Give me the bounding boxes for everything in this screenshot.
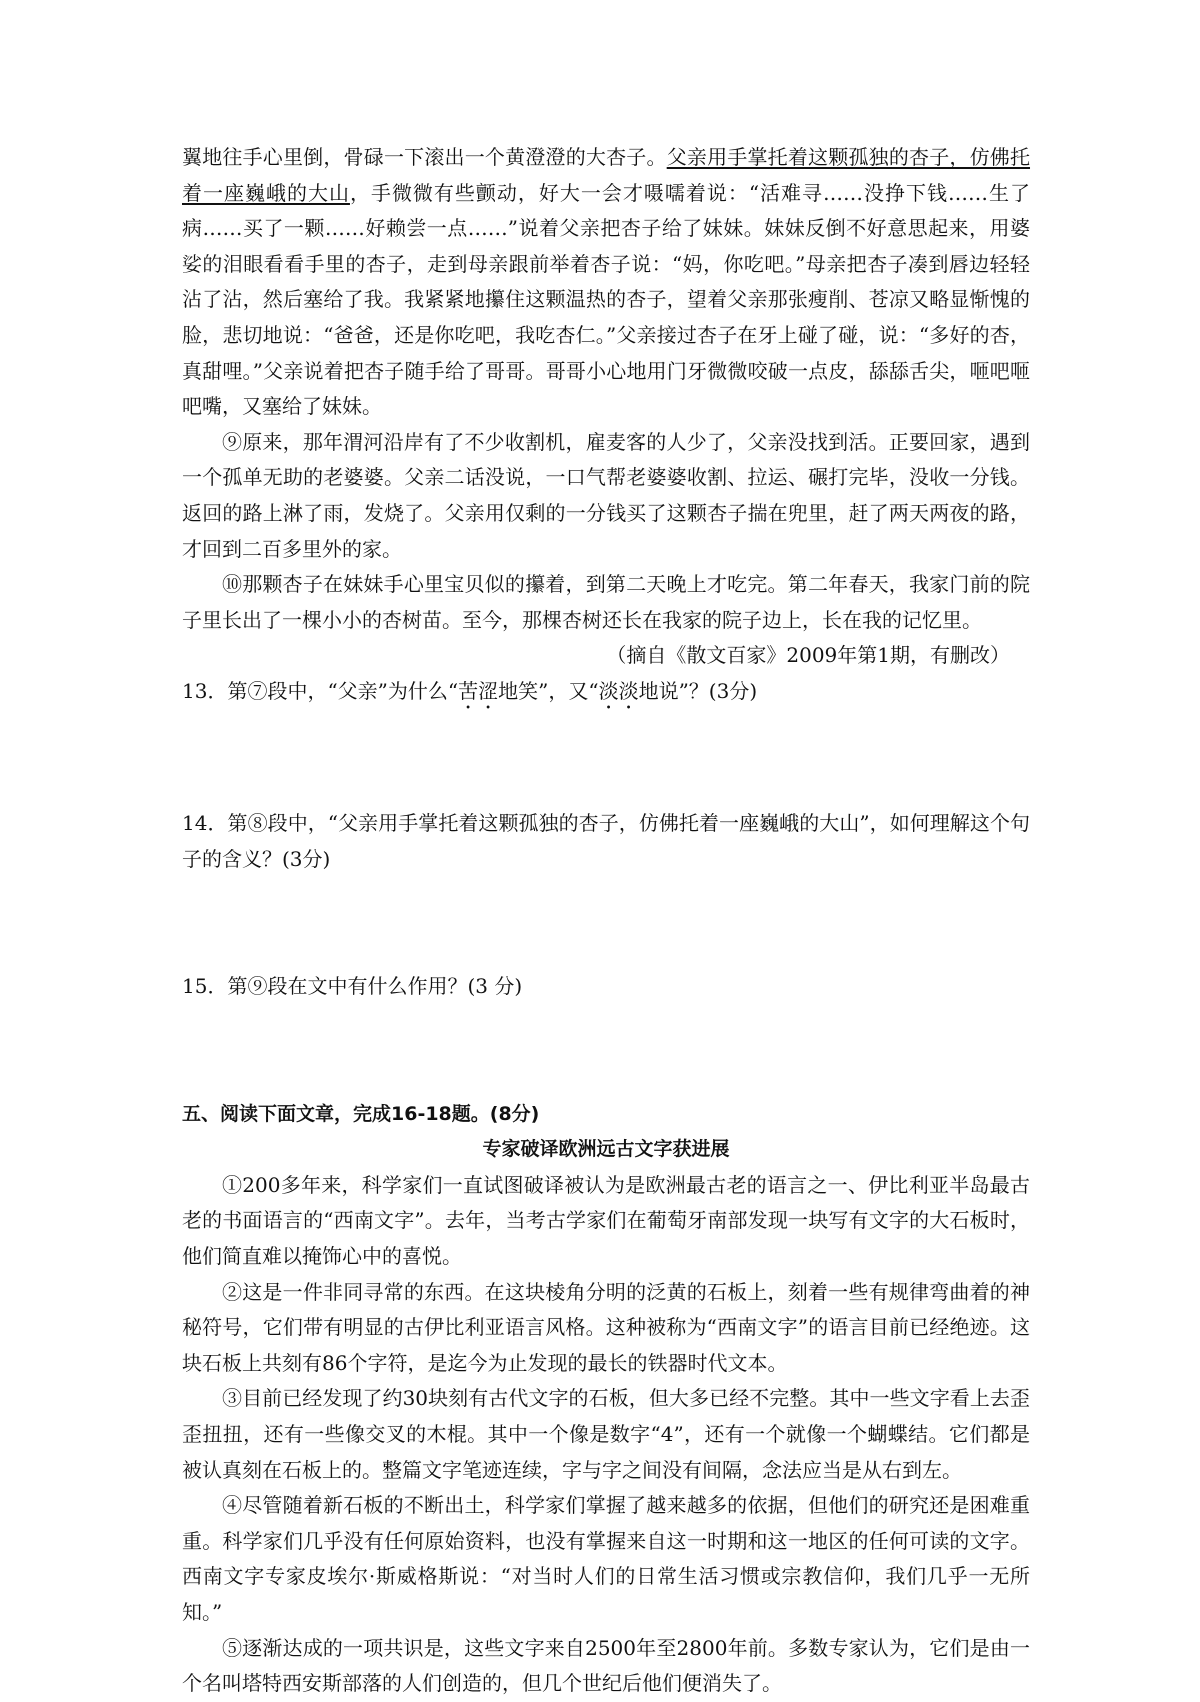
source-citation: （摘自《散文百家》2009年第1期，有删改） <box>606 643 1010 668</box>
question-13 <box>182 674 1030 714</box>
document-page <box>182 140 1030 1702</box>
question-14: 14．第⑧段中，“父亲用手掌托着这颗孤独的杏子，仿佛托着一座巍峨的大山”，如何理解这个句子的含义？(3分) <box>182 810 1030 871</box>
section-5-heading: 五、阅读下面文章，完成16-18题。(8分) <box>182 1102 540 1125</box>
article-paragraph-2: ②这是一件非同寻常的东西。在这块棱角分明的泛黄的石板上，刻着一些有规律弯曲着的神秘符号，它们带有明显的古伊比利亚语言风格。这种被称为“西南文字”的语言目前已经绝迹。这块石板上共刻有86个字符，是迄今为止发现的最长的铁器时代文本。 <box>182 1279 1030 1375</box>
article-paragraph-1: ①200多年来，科学家们一直试图破译被认为是欧洲最古老的语言之一、伊比利亚半岛最古老的书面语言的“西南文字”。去年，当考古学家们在葡萄牙南部发现一块写有文字的大石板时，他们简直难以掩饰心中的喜悦。 <box>182 1172 1030 1269</box>
q13-text-c: 地说”？(3分) <box>638 678 758 703</box>
p8-underlined-sentence: 父亲用手掌托着这颗孤独的杏子，仿佛托着一座巍峨的大山 <box>182 145 1031 205</box>
paragraph-10: ⑩那颗杏子在妹妹手心里宝贝似的攥着，到第二天晚上才吃完。第二年春天，我家门前的院子里长出了一棵小小的杏树苗。至今，那棵杏树还长在我家的院子边上，长在我的记忆里。 <box>182 572 1030 632</box>
article-paragraph-3: ③目前已经发现了约30块刻有古代文字的石板，但大多已经不完整。其中一些文字看上去歪歪扭扭，还有一些像交叉的木棍。其中一个像是数字“4”，还有一个就像一个蝴蝶结。它们都是被认真刻在石板上的。整篇文字笔迹连续，字与字之间没有间隔，念法应当是从右到左。 <box>182 1386 1030 1482</box>
paragraph-9: ⑨原来，那年渭河沿岸有了不少收割机，雇麦客的人少了，父亲没找到活。正要回家，遇到一个孤单无助的老婆婆。父亲二话没说，一口气帮老婆婆收割、拉运、碾打完毕，没收一分钱。返回的路上淋了雨，发烧了。父亲用仅剩的一分钱买了这颗杏子揣在兜里，赶了两天两夜的路，才回到二百多里外的家。 <box>182 429 1030 561</box>
q13-emphasis-word-2: 淡淡 <box>598 678 639 703</box>
paragraph-8-continued <box>182 140 1030 425</box>
p8-text-start: 翼地往手心里倒，骨碌一下滚出一个黄澄澄的大杏子。 <box>182 145 667 169</box>
q13-text-b: 地笑”，又“ <box>498 678 599 703</box>
article-paragraph-4: ④尽管随着新石板的不断出土，科学家们掌握了越来越多的依据，但他们的研究还是困难重重。科学家们几乎没有任何原始资料，也没有掌握来自这一时期和这一地区的任何可读的文字。西南文字专家皮埃尔·斯威格斯说：“对当时人们的日常生活习惯或宗教信仰，我们几乎一无所知。” <box>182 1493 1030 1624</box>
article-title: 专家破译欧洲远古文字获进展 <box>482 1138 730 1161</box>
q13-emphasis-word-1: 苦涩 <box>458 678 499 703</box>
question-15: 15．第⑨段在文中有什么作用？(3 分) <box>182 974 523 999</box>
p8-text-rest: ，手微微有些颤动，好大一会才嗫嚅着说：“活难寻……没挣下钱……生了病……买了一颗……好赖尝一点……”说着父亲把杏子给了妹妹。妹妹反倒不好意思起来，用婆娑的泪眼看看手里的杏子，走到母亲跟前举着杏子说：“妈，你吃吧。”母亲把杏子凑到唇边轻轻沾了沾，然后塞给了我。我紧紧地攥住这颗温热的杏子，望着父亲那张瘦削、苍凉又略显惭愧的脸，悲切地说：“爸爸，还是你吃吧，我吃杏仁。”父亲接过杏子在牙上碰了碰，说：“多好的杏，真甜哩。”父亲说着把杏子随手给了哥哥。哥哥小心地用门牙微微咬破一点皮，舔舔舌尖，咂吧咂吧嘴，又塞给了妹妹。 <box>182 180 1030 419</box>
q13-text-a: 13．第⑦段中，“父亲”为什么“ <box>182 678 459 703</box>
article-paragraph-5: ⑤逐渐达成的一项共识是，这些文字来自2500年至2800年前。多数专家认为，它们是由一个名叫塔特西安斯部落的人们创造的，但几个世纪后他们便消失了。 <box>182 1635 1030 1696</box>
